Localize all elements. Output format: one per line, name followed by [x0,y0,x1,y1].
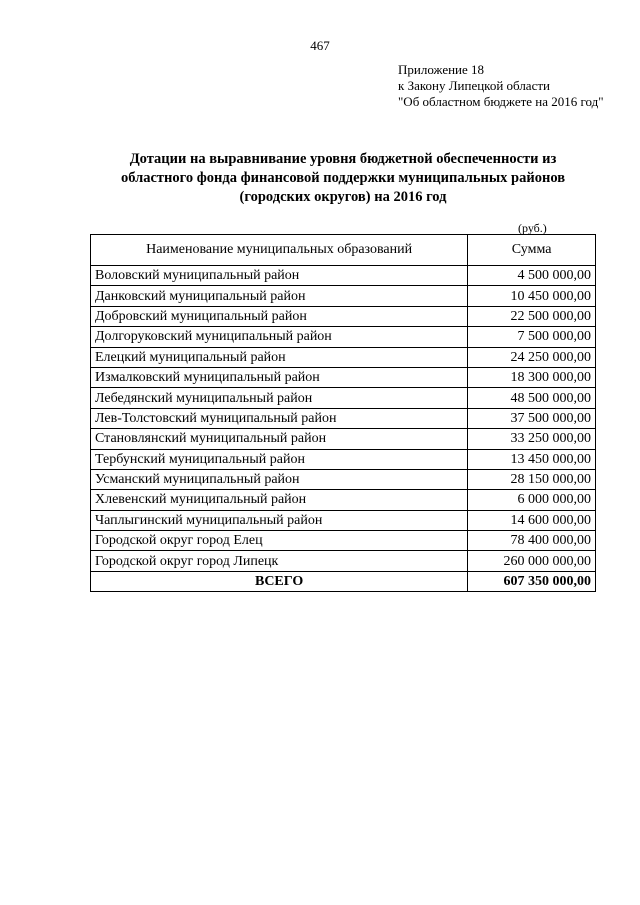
title-line-3: (городских округов) на 2016 год [239,189,447,205]
subsidies-table [90,234,596,592]
municipality-name: Елецкий муниципальный район [91,347,468,367]
municipality-name: Городской округ город Елец [91,531,468,551]
column-header-amount: Сумма [468,235,596,266]
table-row [91,531,596,551]
title-line-2: областного фонда финансовой поддержки муниципальных районов [120,170,566,186]
total-row [91,571,596,591]
appendix-line-2: к Закону Липецкой области [398,78,550,93]
table-row [91,469,596,489]
table-row [91,306,596,326]
subsidy-amount: 260 000 000,00 [468,551,596,571]
municipality-name: Долгоруковский муниципальный район [91,327,468,347]
subsidy-amount: 78 400 000,00 [468,531,596,551]
table-row [91,551,596,571]
table-row [91,347,596,367]
subsidy-amount: 22 500 000,00 [468,306,596,326]
subsidy-amount: 18 300 000,00 [468,367,596,387]
municipality-name: Усманский муниципальный район [91,469,468,489]
appendix-reference [398,62,604,110]
table-row [91,266,596,286]
appendix-line-1: Приложение 18 [398,62,485,77]
subsidy-amount: 14 600 000,00 [468,510,596,530]
table-row [91,449,596,469]
table-row [91,429,596,449]
total-label: ВСЕГО [91,571,468,591]
subsidy-amount: 37 500 000,00 [468,408,596,428]
table-header-row [91,235,596,266]
appendix-line-3: "Об областном бюджете на 2016 год" [398,94,604,109]
table-row [91,367,596,387]
table-row [91,327,596,347]
municipality-name: Чаплыгинский муниципальный район [91,510,468,530]
municipality-name: Лев-Толстовский муниципальный район [91,408,468,428]
municipality-name: Измалковский муниципальный район [91,367,468,387]
table-row [91,388,596,408]
subsidy-amount: 6 000 000,00 [468,490,596,510]
municipality-name: Воловский муниципальный район [91,266,468,286]
page-number: 467 [310,38,330,53]
column-header-name: Наименование муниципальных образований [91,235,468,266]
document-title [90,150,596,207]
municipality-name: Данковский муниципальный район [91,286,468,306]
subsidy-amount: 7 500 000,00 [468,327,596,347]
subsidy-amount: 28 150 000,00 [468,469,596,489]
subsidy-amount: 4 500 000,00 [468,266,596,286]
title-line-1: Дотации на выравнивание уровня бюджетной обеспеченности из [129,151,557,167]
subsidy-amount: 24 250 000,00 [468,347,596,367]
total-amount: 607 350 000,00 [468,571,596,591]
municipality-name: Добровский муниципальный район [91,306,468,326]
table-row [91,408,596,428]
subsidy-amount: 10 450 000,00 [468,286,596,306]
municipality-name: Лебедянский муниципальный район [91,388,468,408]
municipality-name: Тербунский муниципальный район [91,449,468,469]
municipality-name: Хлевенский муниципальный район [91,490,468,510]
table-row [91,286,596,306]
municipality-name: Становлянский муниципальный район [91,429,468,449]
currency-unit: (руб.) [518,221,547,235]
table-row [91,490,596,510]
subsidy-amount: 13 450 000,00 [468,449,596,469]
subsidy-amount: 48 500 000,00 [468,388,596,408]
table-row [91,510,596,530]
subsidy-amount: 33 250 000,00 [468,429,596,449]
municipality-name: Городской округ город Липецк [91,551,468,571]
